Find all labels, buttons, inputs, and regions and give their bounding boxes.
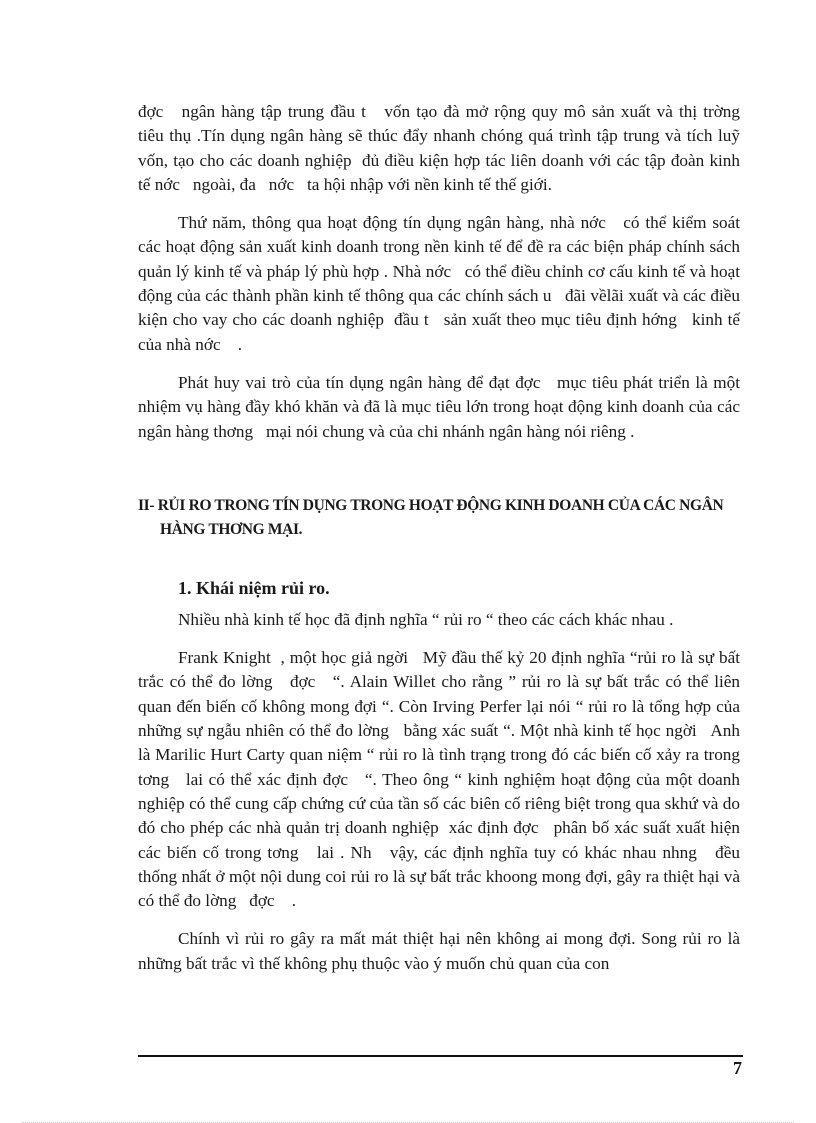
page-body [138, 100, 762, 990]
subsection-heading: 1. Khái niệm rủi ro. [178, 577, 330, 598]
body-paragraph-thu-nam: Thứ năm, thông qua hoạt động tín dụng ngân hàng, nhà nớc có thể kiểm soát các hoạt động sản xuất kinh doanh trong nền kinh tế để đề ra các biện pháp chính sách quản lý kinh tế và pháp lý phù hợp . Nhà nớc có thể điều chỉnh cơ cấu kinh tế và hoạt động của các thành phần kinh tế thông qua các chính sách u đãi vềlãi xuất và các điều kiện cho vay cho các doanh nghiệp đầu t sản xuất theo mục tiêu định hớng kinh tế của nhà nớc . [138, 213, 745, 354]
body-paragraph-chinh-vi: Chính vì rủi ro gây ra mất mát thiệt hại nên không ai mong đợi. Song rủi ro là những bất trắc vì thế không phụ thuộc vào ý muốn chủ quan của con [138, 929, 745, 973]
footer-divider [138, 1055, 743, 1057]
body-paragraph-nhieu-nha: Nhiều nhà kinh tế học đã định nghĩa “ rủi ro “ theo các cách khác nhau . [178, 609, 674, 629]
body-paragraph-frank-knight: Frank Knight , một học giả ngời Mỹ đầu thế kỷ 20 định nghĩa “rủi ro là sự bất trắc có thể đo lờng đợc “. Alain Willet cho rằng ” rủi ro là sự bất trắc có thể liên quan đến biến cố không mong đợi “. Còn Irving Perfer lại nói “ rủi ro là tổng hợp của những sự ngẫu nhiên có thể đo lờng bằng xác suất “. Một nhà kinh tế học ngời Anh là Marilic Hurt Carty quan niệm “ rủi ro là tình trạng trong đó các biến cố xảy ra trong tơng lai có thể xác định đợc “. Theo ông “ kinh nghiệm hoạt động của một doanh nghiệp có thể cung cấp chứng cứ của tần số các biên cố riêng biệt trong qua skhứ và do đó cho phép các nhà quản trị doanh nghiệp xác định đợc phân bố xác suất xuất hiện các biến cố trong tơng lai . Nh vậy, các định nghĩa tuy có khác nhau nhng đều thống nhất ở một nội dung coi rủi ro là sự bất trắc khoong mong đợi, gây ra thiệt hại và có thể đo lờng đợc . [138, 648, 745, 911]
body-paragraph-continued: đợc ngân hàng tập trung đầu t vốn tạo đà mở rộng quy mô sản xuất và thị trờng tiêu thụ .Tín dụng ngân hàng sẽ thúc đẩy nhanh chóng quá trình tập trung và tích luỹ vốn, tạo cho các doanh nghiệp đủ điều kiện hợp tác liên doanh với các tập đoàn kinh tế nớc ngoài, đa nớc ta hội nhập với nền kinh tế thế giới. [138, 102, 762, 194]
body-paragraph-phat-huy: Phát huy vai trò của tín dụng ngân hàng để đạt đợc mục tiêu phát triển là một nhiệm vụ hàng đầy khó khăn và đã là mục tiêu lớn trong hoạt động kinh doanh của các ngân hàng thơng mại nói chung và của chi nhánh ngân hàng nói riêng . [138, 372, 745, 441]
page-number: 7 [733, 1058, 742, 1078]
section-heading: II- RỦI RO TRONG TÍN DỤNG TRONG HOẠT ĐỘNG KINH DOANH CỦA CÁC NGÂN HÀNG THƠNG MẠI. [138, 496, 724, 538]
